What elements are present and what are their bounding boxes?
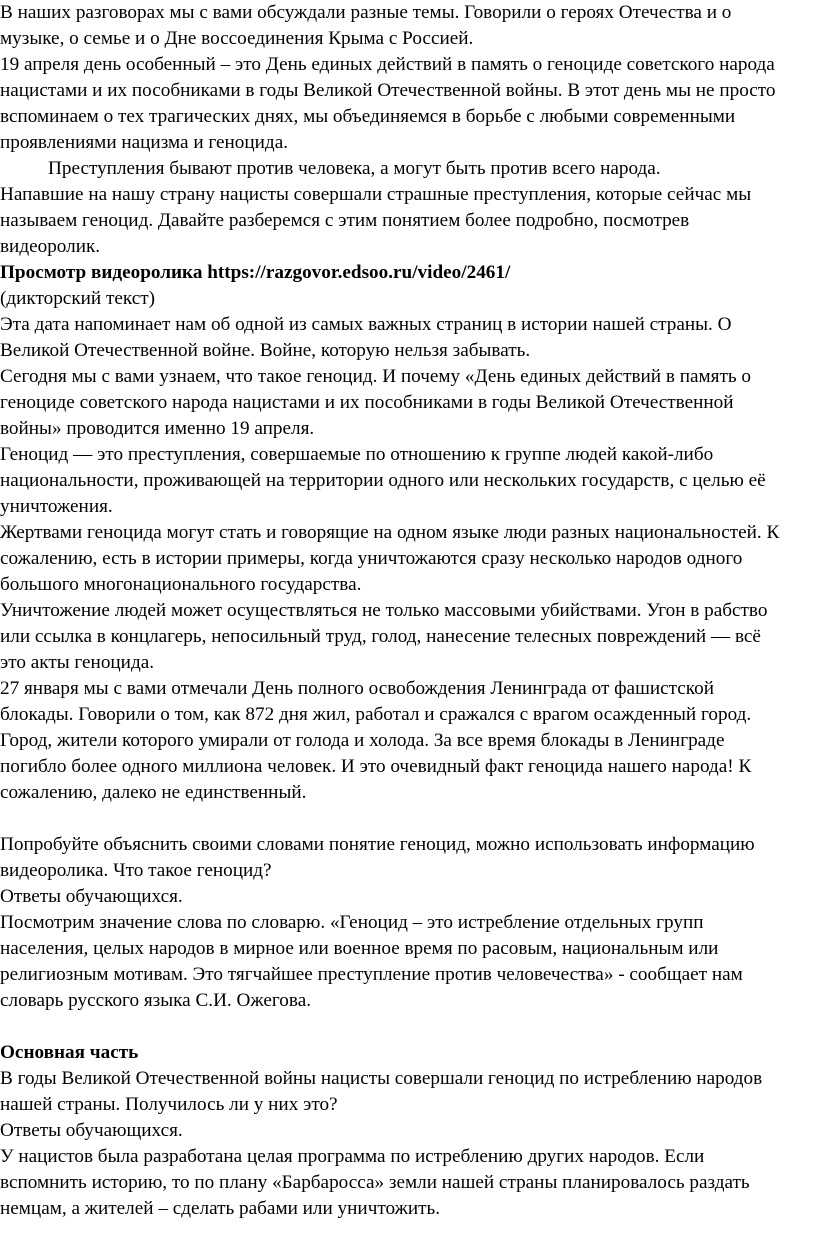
- paragraph-line: В годы Великой Отечественной войны нацисты совершали геноцид по истреблению народов: [0, 1068, 763, 1089]
- paragraph-line: Эта дата напоминает нам об одной из самых важных страниц в истории нашей страны. О: [0, 314, 732, 335]
- paragraph-line: или ссылка в концлагерь, непосильный труд, голод, нанесение телесных повреждений — всё: [0, 626, 761, 647]
- paragraph-line: музыке, о семье и о Дне воссоединения Крыма с Россией.: [0, 28, 474, 49]
- paragraph-line: нашей страны. Получилось ли у них это?: [0, 1094, 338, 1115]
- paragraph-line: сожалению, далеко не единственный.: [0, 782, 307, 803]
- paragraph-line: геноциде советского народа нацистами и их пособниками в годы Великой Отечественной: [0, 392, 734, 413]
- paragraph-line: религиозным мотивам. Это тягчайшее преступление против человечества» - сообщает нам: [0, 964, 743, 985]
- paragraph-line: это акты геноцида.: [0, 652, 155, 673]
- paragraph-line: У нацистов была разработана целая программа по истреблению других народов. Если: [0, 1146, 705, 1167]
- paragraph-line: Напавшие на нашу страну нацисты совершали страшные преступления, которые сейчас мы: [0, 184, 752, 205]
- paragraph-line: 19 апреля день особенный – это День единых действий в память о геноциде советского народа: [0, 54, 775, 75]
- paragraph-line: называем геноцид. Давайте разберемся с этим понятием более подробно, посмотрев: [0, 210, 690, 231]
- paragraph-line: немцам, а жителей – сделать рабами или уничтожить.: [0, 1198, 441, 1219]
- paragraph-line: Геноцид — это преступления, совершаемые по отношению к группе людей какой-либо: [0, 444, 714, 465]
- paragraph-line: вспоминаем о тех трагических днях, мы объединяемся в борьбе с любыми современными: [0, 106, 736, 127]
- paragraph-line: (дикторский текст): [0, 288, 156, 309]
- paragraph-line: нацистами и их пособниками в годы Великой Отечественной войны. В этот день мы не просто: [0, 80, 776, 101]
- blank-line: [0, 806, 816, 832]
- section-heading: Просмотр видеоролика https://razgovor.edsoo.ru/video/2461/: [0, 262, 511, 283]
- paragraph-line: национальности, проживающей на территории одного или нескольких государств, с целью её: [0, 470, 766, 491]
- paragraph-line: блокады. Говорили о том, как 872 дня жил, работал и сражался с врагом осажденный город.: [0, 704, 752, 725]
- paragraph-line: 27 января мы с вами отмечали День полного освобождения Ленинграда от фашистской: [0, 678, 714, 699]
- paragraph-line: сожалению, есть в истории примеры, когда уничтожаются сразу несколько народов одного: [0, 548, 743, 569]
- paragraph-line: Посмотрим значение слова по словарю. «Геноцид – это истребление отдельных групп: [0, 912, 704, 933]
- paragraph-line: словарь русского языка С.И. Ожегова.: [0, 990, 312, 1011]
- paragraph-line: видеоролика. Что такое геноцид?: [0, 860, 272, 881]
- paragraph-line: Уничтожение людей может осуществляться не только массовыми убийствами. Угон в рабство: [0, 600, 768, 621]
- paragraph-line: проявлениями нацизма и геноцида.: [0, 132, 289, 153]
- paragraph-line: Сегодня мы с вами узнаем, что такое геноцид. И почему «День единых действий в память о: [0, 366, 751, 387]
- paragraph-line: погибло более одного миллиона человек. И это очевидный факт геноцида нашего народа! К: [0, 756, 752, 777]
- section-heading: Основная часть: [0, 1042, 139, 1063]
- paragraph-line: Город, жители которого умирали от голода и холода. За все время блокады в Ленинграде: [0, 730, 725, 751]
- blank-line: [0, 1014, 816, 1040]
- paragraph-line: видеоролик.: [0, 236, 101, 257]
- paragraph-line: населения, целых народов в мирное или военное время по расовым, национальным или: [0, 938, 719, 959]
- paragraph-line: Преступления бывают против человека, а могут быть против всего народа.: [48, 158, 661, 179]
- paragraph-line: В наших разговорах мы с вами обсуждали разные темы. Говорили о героях Отечества и о: [0, 2, 732, 23]
- paragraph-line: войны» проводится именно 19 апреля.: [0, 418, 315, 439]
- paragraph-line: Жертвами геноцида могут стать и говорящие на одном языке люди разных национальностей. К: [0, 522, 780, 543]
- paragraph-line: Великой Отечественной войне. Войне, которую нельзя забывать.: [0, 340, 531, 361]
- paragraph-line: Попробуйте объяснить своими словами понятие геноцид, можно использовать информацию: [0, 834, 755, 855]
- paragraph-line: вспомнить историю, то по плану «Барбаросса» земли нашей страны планировалось раздать: [0, 1172, 750, 1193]
- paragraph-line: Ответы обучающихся.: [0, 1120, 183, 1141]
- paragraph-line: Ответы обучающихся.: [0, 886, 183, 907]
- paragraph-line: большого многонационального государства.: [0, 574, 362, 595]
- paragraph-line: уничтожения.: [0, 496, 113, 517]
